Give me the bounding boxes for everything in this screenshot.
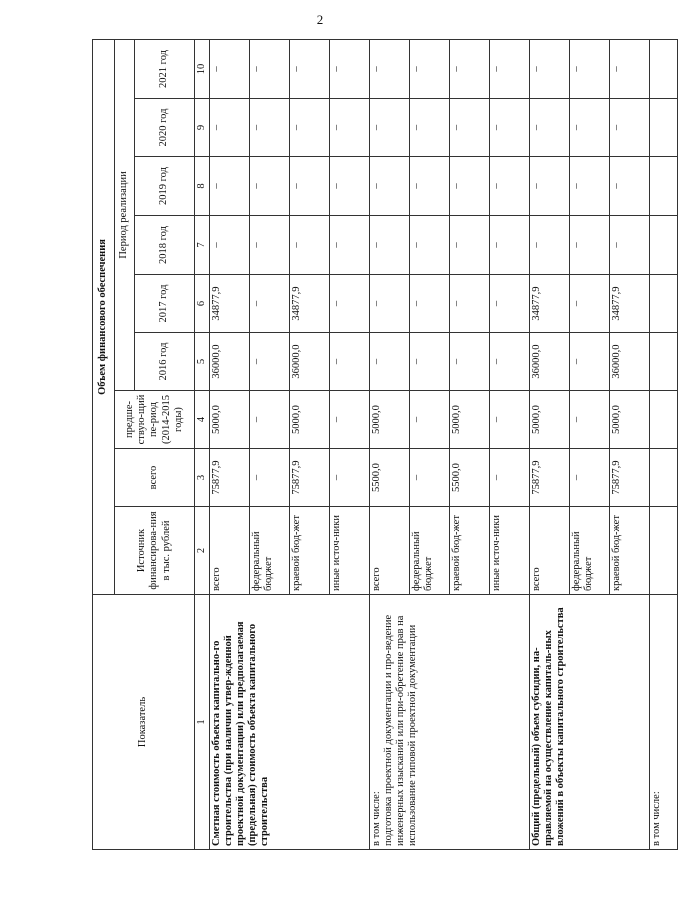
header-source: Источник финансирова-ния в тыс. рублей [115, 507, 195, 595]
value-cell: – [330, 449, 370, 507]
value-cell: 5000,0 [210, 391, 250, 449]
table-row [210, 39, 250, 849]
value-cell: 36000,0 [530, 333, 570, 391]
table-row [650, 39, 678, 849]
value-cell: – [570, 99, 610, 157]
value-cell: – [490, 391, 530, 449]
value-cell: 34877,9 [530, 275, 570, 333]
value-cell: – [410, 157, 450, 216]
column-number: 7 [195, 216, 210, 275]
value-cell: – [570, 275, 610, 333]
value-cell: – [290, 216, 330, 275]
row-label: в том числе: [650, 595, 678, 850]
value-cell: – [210, 39, 250, 98]
value-cell: – [250, 333, 290, 391]
funding-table [92, 39, 678, 850]
value-cell: – [570, 333, 610, 391]
header-total: всего [115, 449, 195, 507]
empty-cell [650, 275, 678, 333]
empty-cell [650, 99, 678, 157]
column-numbers-row [195, 39, 210, 849]
value-cell: – [330, 99, 370, 157]
value-cell: 75877,9 [530, 449, 570, 507]
value-cell: 5000,0 [530, 391, 570, 449]
column-number: 3 [195, 449, 210, 507]
column-number: 1 [195, 595, 210, 850]
value-cell: 5000,0 [290, 391, 330, 449]
value-cell: – [450, 275, 490, 333]
column-number: 5 [195, 333, 210, 391]
empty-cell [650, 449, 678, 507]
value-cell: – [410, 449, 450, 507]
value-cell: – [570, 39, 610, 98]
value-cell: – [330, 216, 370, 275]
header-previous-period: предше-ствую-щий пе-риод (2014-2015 годы) [115, 391, 195, 449]
value-cell: 75877,9 [290, 449, 330, 507]
header-year: 2021 год [135, 39, 195, 98]
value-cell: 34877,9 [210, 275, 250, 333]
value-cell: 34877,9 [290, 275, 330, 333]
value-cell: – [530, 157, 570, 216]
value-cell: – [450, 333, 490, 391]
value-cell: 34877,9 [610, 275, 650, 333]
value-cell: – [330, 39, 370, 98]
rotated-table-wrapper [92, 40, 663, 850]
value-cell: – [450, 157, 490, 216]
value-cell: – [250, 99, 290, 157]
value-cell: – [290, 157, 330, 216]
value-cell: – [610, 157, 650, 216]
value-cell: – [530, 39, 570, 98]
source-cell: всего [530, 507, 570, 595]
value-cell: – [530, 216, 570, 275]
value-cell: – [490, 449, 530, 507]
value-cell: – [410, 216, 450, 275]
value-cell: – [370, 275, 410, 333]
row-label: Общий (предельный) объем субсидии, на-правляемой на осуществление капиталь-ных вложений в объекты капитального строительства [530, 595, 650, 850]
value-cell: – [490, 157, 530, 216]
value-cell: – [450, 99, 490, 157]
empty-cell [650, 157, 678, 216]
value-cell: – [290, 39, 330, 98]
value-cell: – [250, 275, 290, 333]
header-year: 2019 год [135, 157, 195, 216]
value-cell: – [370, 39, 410, 98]
value-cell: 5000,0 [450, 391, 490, 449]
header-year: 2017 год [135, 275, 195, 333]
value-cell: – [370, 216, 410, 275]
value-cell: 5000,0 [370, 391, 410, 449]
header-funding-volume: Объем финансового обеспечения [93, 39, 115, 594]
value-cell: – [250, 449, 290, 507]
table-body [210, 39, 678, 849]
value-cell: – [490, 39, 530, 98]
row-label: Сметная стоимость объекта капитально-го строительства (при наличии утвер-жденной проектной документации) или предполагаемая (предельная) стоимость объекта капитального строительства [210, 595, 370, 850]
value-cell: – [250, 216, 290, 275]
value-cell: 5000,0 [610, 391, 650, 449]
value-cell: 36000,0 [210, 333, 250, 391]
column-number: 9 [195, 99, 210, 157]
column-number: 6 [195, 275, 210, 333]
header-indicator: Показатель [93, 595, 195, 850]
source-cell: федеральный бюджет [250, 507, 290, 595]
header-year: 2016 год [135, 333, 195, 391]
value-cell: – [410, 39, 450, 98]
value-cell: – [210, 99, 250, 157]
source-cell: краевой бюд-жет [290, 507, 330, 595]
value-cell: 75877,9 [610, 449, 650, 507]
value-cell: – [330, 333, 370, 391]
page-number: 2 [316, 12, 324, 27]
value-cell: – [370, 99, 410, 157]
source-cell: всего [370, 507, 410, 595]
value-cell: – [610, 39, 650, 98]
value-cell: 75877,9 [210, 449, 250, 507]
value-cell: – [450, 216, 490, 275]
value-cell: – [410, 391, 450, 449]
source-cell: иные источ-ники [330, 507, 370, 595]
value-cell: 5500,0 [370, 449, 410, 507]
value-cell: – [410, 99, 450, 157]
empty-cell [650, 333, 678, 391]
header-year: 2020 год [135, 99, 195, 157]
column-number: 10 [195, 39, 210, 98]
value-cell: – [610, 99, 650, 157]
value-cell: – [330, 391, 370, 449]
value-cell: – [250, 391, 290, 449]
table-row [530, 39, 570, 849]
value-cell: – [490, 216, 530, 275]
empty-cell [650, 216, 678, 275]
value-cell: – [370, 157, 410, 216]
value-cell: – [250, 39, 290, 98]
source-cell: краевой бюд-жет [450, 507, 490, 595]
value-cell: 36000,0 [610, 333, 650, 391]
source-cell: иные источ-ники [490, 507, 530, 595]
empty-cell [650, 39, 678, 98]
value-cell: – [250, 157, 290, 216]
value-cell: – [410, 333, 450, 391]
value-cell: – [610, 216, 650, 275]
header-year: 2018 год [135, 216, 195, 275]
empty-cell [650, 391, 678, 449]
value-cell: 36000,0 [290, 333, 330, 391]
value-cell: – [490, 99, 530, 157]
value-cell: – [570, 157, 610, 216]
column-number: 8 [195, 157, 210, 216]
value-cell: – [530, 99, 570, 157]
value-cell: – [570, 216, 610, 275]
row-label: в том числе: подготовка проектной документации и про-ведение инженерных изысканий или при-обретение прав на использование типовой проектной документации [370, 595, 530, 850]
header-implementation-period: Период реализации [115, 39, 135, 390]
value-cell: – [210, 157, 250, 216]
column-number: 2 [195, 507, 210, 595]
empty-cell [650, 507, 678, 595]
source-cell: федеральный бюджет [410, 507, 450, 595]
source-cell: всего [210, 507, 250, 595]
value-cell: – [490, 333, 530, 391]
value-cell: – [370, 333, 410, 391]
column-number: 4 [195, 391, 210, 449]
value-cell: – [330, 275, 370, 333]
value-cell: – [490, 275, 530, 333]
value-cell: – [410, 275, 450, 333]
value-cell: – [330, 157, 370, 216]
table-row [370, 39, 410, 849]
source-cell: краевой бюд-жет [610, 507, 650, 595]
value-cell: – [450, 39, 490, 98]
value-cell: 5500,0 [450, 449, 490, 507]
value-cell: – [570, 391, 610, 449]
value-cell: – [290, 99, 330, 157]
value-cell: – [210, 216, 250, 275]
value-cell: – [570, 449, 610, 507]
source-cell: федеральный бюджет [570, 507, 610, 595]
